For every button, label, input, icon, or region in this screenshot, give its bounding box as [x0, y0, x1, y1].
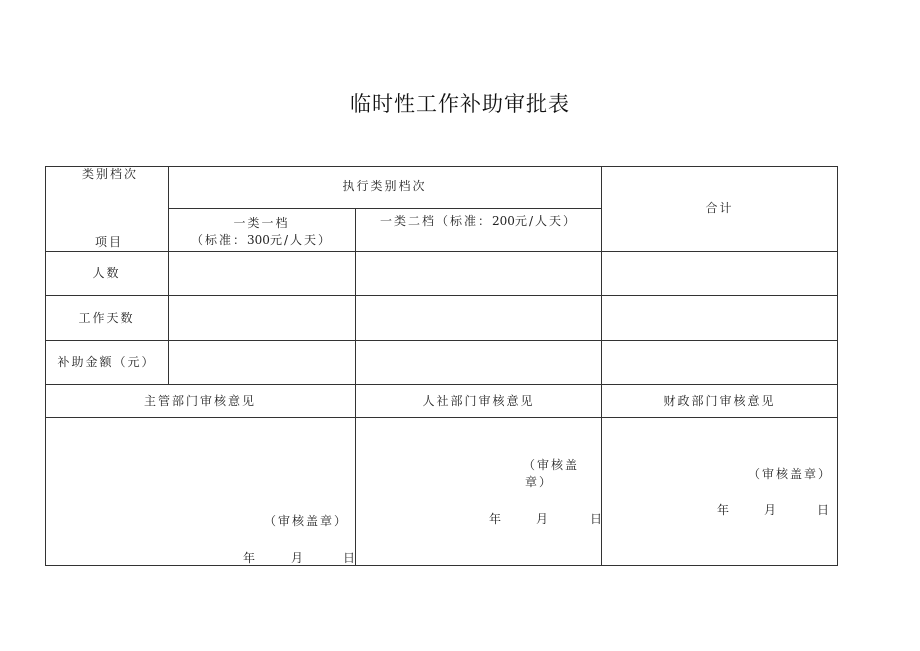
supervisor-date-year: 年 [243, 551, 258, 565]
table-line-level-split [355, 208, 356, 566]
table-line-header-bottom [45, 251, 838, 252]
header-level1-line1: 一类一档 [233, 216, 290, 230]
supervisor-date-month: 月 [291, 551, 306, 565]
table-line-total-col [601, 166, 602, 566]
form-title: 临时性工作补助审批表 [350, 92, 570, 116]
approval-table [45, 166, 838, 566]
table-line-item-col [168, 166, 169, 385]
level2-standard-prefix: 一类二档（标准： [380, 214, 493, 228]
level2-amount: 200 [492, 214, 515, 228]
finance-date-year: 年 [717, 503, 732, 517]
level1-standard-suffix: 元/人天） [269, 233, 332, 247]
table-border-bottom [45, 565, 838, 566]
header-exec-category: 执行类别档次 [342, 179, 427, 193]
level1-amount: 300 [247, 233, 270, 247]
hr-date-day: 日 [590, 512, 605, 526]
level2-standard-suffix: 元/人天） [514, 214, 577, 228]
finance-seal: （审核盖章） [748, 467, 833, 481]
table-border-top [45, 166, 838, 167]
supervisor-seal: （审核盖章） [264, 514, 349, 528]
supervisor-date-day: 日 [343, 551, 358, 565]
row-label-people: 人数 [92, 266, 121, 280]
table-line-review-title-bottom [45, 417, 838, 418]
header-total: 合计 [705, 201, 734, 215]
finance-date-day: 日 [817, 503, 832, 517]
row-label-work-days: 工作天数 [78, 311, 135, 325]
header-level1-line2 [168, 233, 355, 248]
header-category-level: 类别档次 [82, 167, 139, 181]
hr-date-month: 月 [536, 512, 551, 526]
table-line-amount-bottom [45, 384, 838, 385]
table-line-people-bottom [45, 295, 838, 296]
header-item: 项目 [95, 235, 124, 249]
hr-date-year: 年 [489, 512, 504, 526]
table-line-days-bottom [45, 340, 838, 341]
level1-standard-prefix: （标准： [191, 233, 248, 247]
review-title-supervisor: 主管部门审核意见 [143, 394, 256, 408]
hr-seal-line1: （审核盖 [523, 458, 580, 472]
header-level2 [356, 214, 601, 229]
table-border-right [837, 166, 838, 566]
table-line-level-row [168, 208, 602, 209]
review-title-finance: 财政部门审核意见 [663, 394, 776, 408]
hr-seal-line2: 章） [525, 475, 554, 489]
review-title-hr: 人社部门审核意见 [422, 394, 535, 408]
row-label-subsidy-amount: 补助金额（元） [57, 355, 156, 369]
finance-date-month: 月 [764, 503, 779, 517]
